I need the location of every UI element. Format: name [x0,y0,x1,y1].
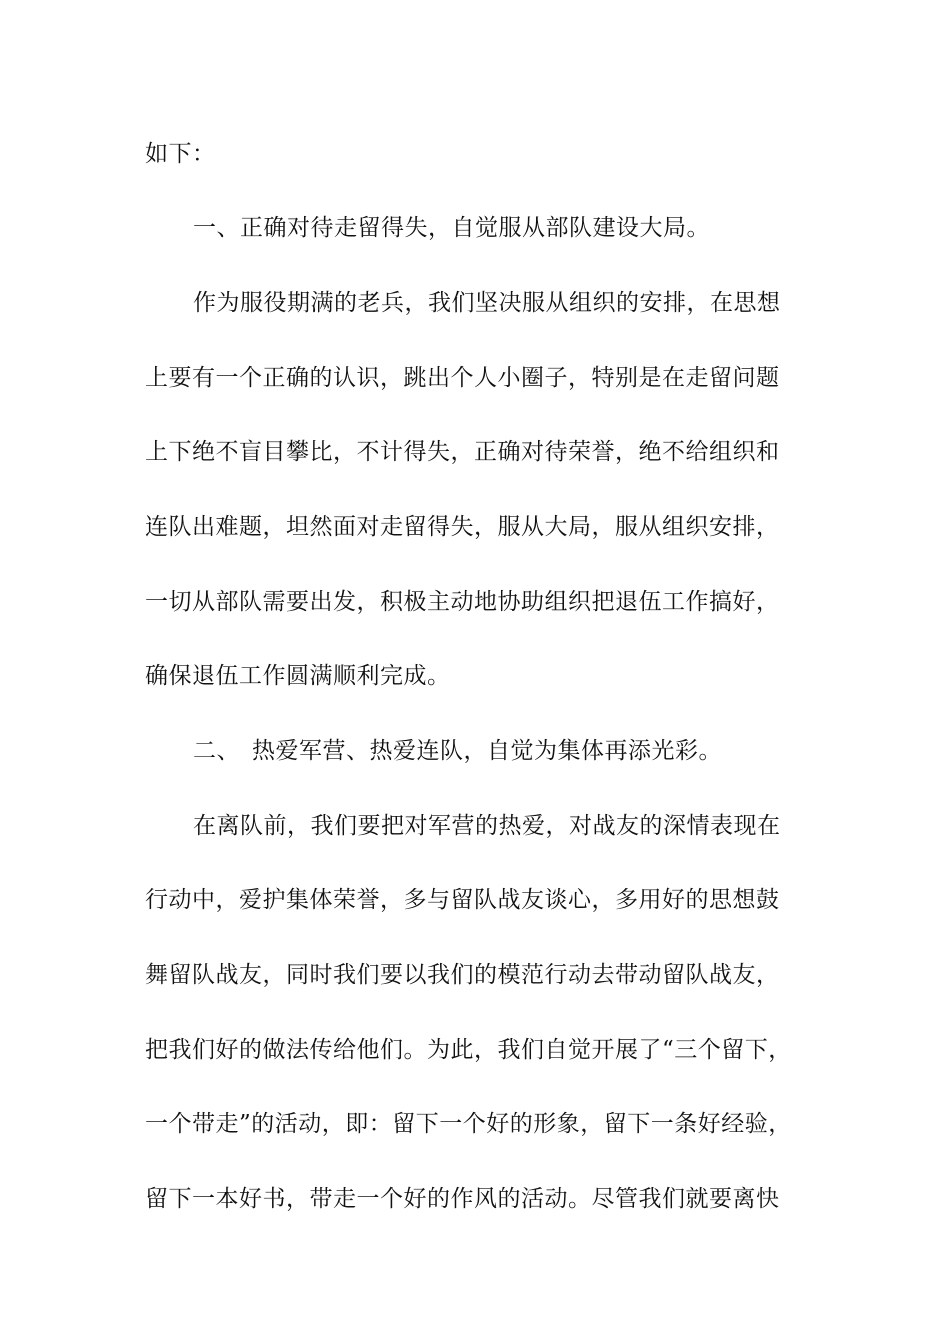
text-line: 如下： [145,141,216,167]
paragraph-line: 舞留队战友，同时我们要以我们的模范行动去带动留队战友， [145,962,780,988]
paragraph-line: 在离队前，我们要把对军营的热爱，对战友的深情表现在 [193,813,781,839]
paragraph-line: 上下绝不盲目攀比，不计得失，正确对待荣誉，绝不给组织和 [145,439,780,465]
section-heading-1: 一、正确对待走留得失，自觉服从部队建设大局。 [193,215,710,241]
paragraph-line: 确保退伍工作圆满顺利完成。 [145,663,451,689]
paragraph-line: 行动中，爱护集体荣誉，多与留队战友谈心，多用好的思想鼓 [145,887,780,913]
paragraph-line: 把我们好的做法传给他们。为此，我们自觉开展了“三个留下， [145,1037,792,1063]
section-heading-2: 二、 热爱军营、热爱连队，自觉为集体再添光彩。 [193,738,722,764]
paragraph-line: 一切从部队需要出发，积极主动地协助组织把退伍工作搞好， [145,589,780,615]
paragraph-line: 连队出难题，坦然面对走留得失，服从大局，服从组织安排， [145,514,780,540]
paragraph-line: 作为服役期满的老兵，我们坚决服从组织的安排，在思想 [193,290,781,316]
paragraph-line: 留下一本好书，带走一个好的作风的活动。尽管我们就要离快 [145,1186,780,1212]
paragraph-line: 上要有一个正确的认识，跳出个人小圈子，特别是在走留问题 [145,365,780,391]
paragraph-line: 一个带走”的活动，即：留下一个好的形象，留下一条好经验， [145,1111,792,1137]
